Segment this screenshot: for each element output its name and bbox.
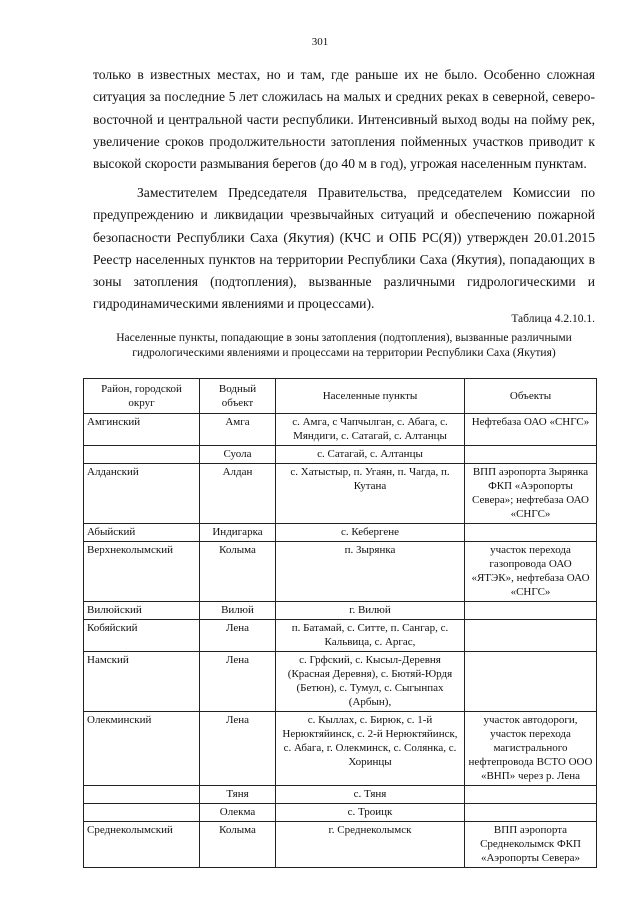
header-settlements: Населенные пункты — [276, 379, 465, 414]
cell-objects: ВПП аэропорта Зырянка ФКП «Аэропорты Севера»; нефтебаза ОАО «СНГС» — [465, 464, 597, 524]
cell-water-body: Лена — [200, 712, 276, 786]
cell-district: Абыйский — [84, 524, 200, 542]
cell-objects: Нефтебаза ОАО «СНГС» — [465, 414, 597, 446]
table-row — [84, 446, 597, 464]
header-district: Район, городской округ — [84, 379, 200, 414]
header-objects: Объекты — [465, 379, 597, 414]
cell-district — [84, 786, 200, 804]
cell-objects — [465, 786, 597, 804]
table-row — [84, 712, 597, 786]
cell-water-body: Колыма — [200, 822, 276, 868]
cell-settlements: с. Хатыстыр, п. Угаян, п. Чагда, п. Кутана — [276, 464, 465, 524]
cell-objects — [465, 652, 597, 712]
cell-settlements: с. Кыллах, с. Бирюк, с. 1-й Нерюктяйинск, с. 2-й Нерюктяйинск, с. Абага, г. Олекминск, с. Солянка, с. Хоринцы — [276, 712, 465, 786]
table-header-row — [84, 379, 597, 414]
cell-district: Амгинский — [84, 414, 200, 446]
cell-water-body: Тяня — [200, 786, 276, 804]
table-row — [84, 786, 597, 804]
cell-objects — [465, 446, 597, 464]
cell-district: Вилюйский — [84, 602, 200, 620]
cell-settlements: с. Троицк — [276, 804, 465, 822]
cell-district: Среднеколымский — [84, 822, 200, 868]
cell-settlements: с. Грфский, с. Кысыл-Деревня (Красная Деревня), с. Бютяй-Юрдя (Бетюн), с. Тумул, с. Сыгынпах (Арбын), — [276, 652, 465, 712]
table-row — [84, 524, 597, 542]
cell-settlements: с. Тяня — [276, 786, 465, 804]
cell-water-body: Амга — [200, 414, 276, 446]
table-row — [84, 822, 597, 868]
cell-water-body: Лена — [200, 652, 276, 712]
cell-settlements: с. Кебергене — [276, 524, 465, 542]
cell-settlements: с. Амга, с Чапчылган, с. Абага, с. Мяндиги, с. Сатагай, с. Алтанцы — [276, 414, 465, 446]
table-row — [84, 464, 597, 524]
cell-water-body: Суола — [200, 446, 276, 464]
table-title: Населенные пункты, попадающие в зоны затопления (подтопления), вызванные различными гидрологическими явлениями и процессами на территории Республики Саха (Якутия) — [116, 332, 572, 359]
header-water-body: Водный объект — [200, 379, 276, 414]
cell-water-body: Индигарка — [200, 524, 276, 542]
cell-district — [84, 804, 200, 822]
cell-district: Кобяйский — [84, 620, 200, 652]
cell-objects: участок перехода газопровода ОАО «ЯТЭК», нефтебаза ОАО «СНГС» — [465, 542, 597, 602]
cell-settlements: п. Зырянка — [276, 542, 465, 602]
cell-objects: участок автодороги, участок перехода магистрального нефтепровода ВСТО ООО «ВНП» через р. Лена — [465, 712, 597, 786]
cell-settlements: г. Среднеколымск — [276, 822, 465, 868]
cell-water-body: Колыма — [200, 542, 276, 602]
cell-district — [84, 446, 200, 464]
table-row — [84, 804, 597, 822]
table-row — [84, 620, 597, 652]
cell-district: Намский — [84, 652, 200, 712]
cell-district: Олекминский — [84, 712, 200, 786]
cell-district: Верхнеколымский — [84, 542, 200, 602]
paragraph-flood-situation: только в известных местах, но и там, где раньше их не было. Особенно сложная ситуация за последние 5 лет сложилась на малых и средних реках в северной, северо-восточной и центральной части республики. Интенсивный выход воды на пойму рек, увеличение сроков продолжительности затопления пойменных участков приводит к высокой скорости размывания берегов (до 40 м в год), угрожая населенным пунктам. — [93, 67, 595, 172]
table-row — [84, 652, 597, 712]
paragraph-registry-approval: Заместителем Председателя Правительства, председателем Комиссии по предупреждению и ликвидации чрезвычайных ситуаций и обеспечению пожарной безопасности Республики Саха (Якутия) (КЧС и ОПБ РС(Я)) утвержден 20.01.2015 Реестр населенных пунктов на территории Республики Саха (Якутия), попадающих в зоны затопления (подтопления), вызванные различными гидрологическими и гидродинамическими явлениями и процессами). — [93, 185, 595, 312]
table-row — [84, 542, 597, 602]
cell-water-body: Вилюй — [200, 602, 276, 620]
cell-objects: ВПП аэропорта Среднеколымск ФКП «Аэропорты Севера» — [465, 822, 597, 868]
table-caption: Таблица 4.2.10.1. — [511, 313, 595, 325]
cell-objects — [465, 602, 597, 620]
cell-objects — [465, 524, 597, 542]
cell-objects — [465, 804, 597, 822]
table-row — [84, 414, 597, 446]
cell-objects — [465, 620, 597, 652]
cell-water-body: Лена — [200, 620, 276, 652]
cell-district: Алданский — [84, 464, 200, 524]
cell-settlements: г. Вилюй — [276, 602, 465, 620]
page-number: 301 — [311, 36, 329, 48]
cell-settlements: п. Батамай, с. Ситте, п. Сангар, с. Кальвица, с. Аргас, — [276, 620, 465, 652]
cell-water-body: Олекма — [200, 804, 276, 822]
cell-settlements: с. Сатагай, с. Алтанцы — [276, 446, 465, 464]
table-row — [84, 602, 597, 620]
cell-water-body: Алдан — [200, 464, 276, 524]
flood-zones-table — [83, 378, 597, 868]
